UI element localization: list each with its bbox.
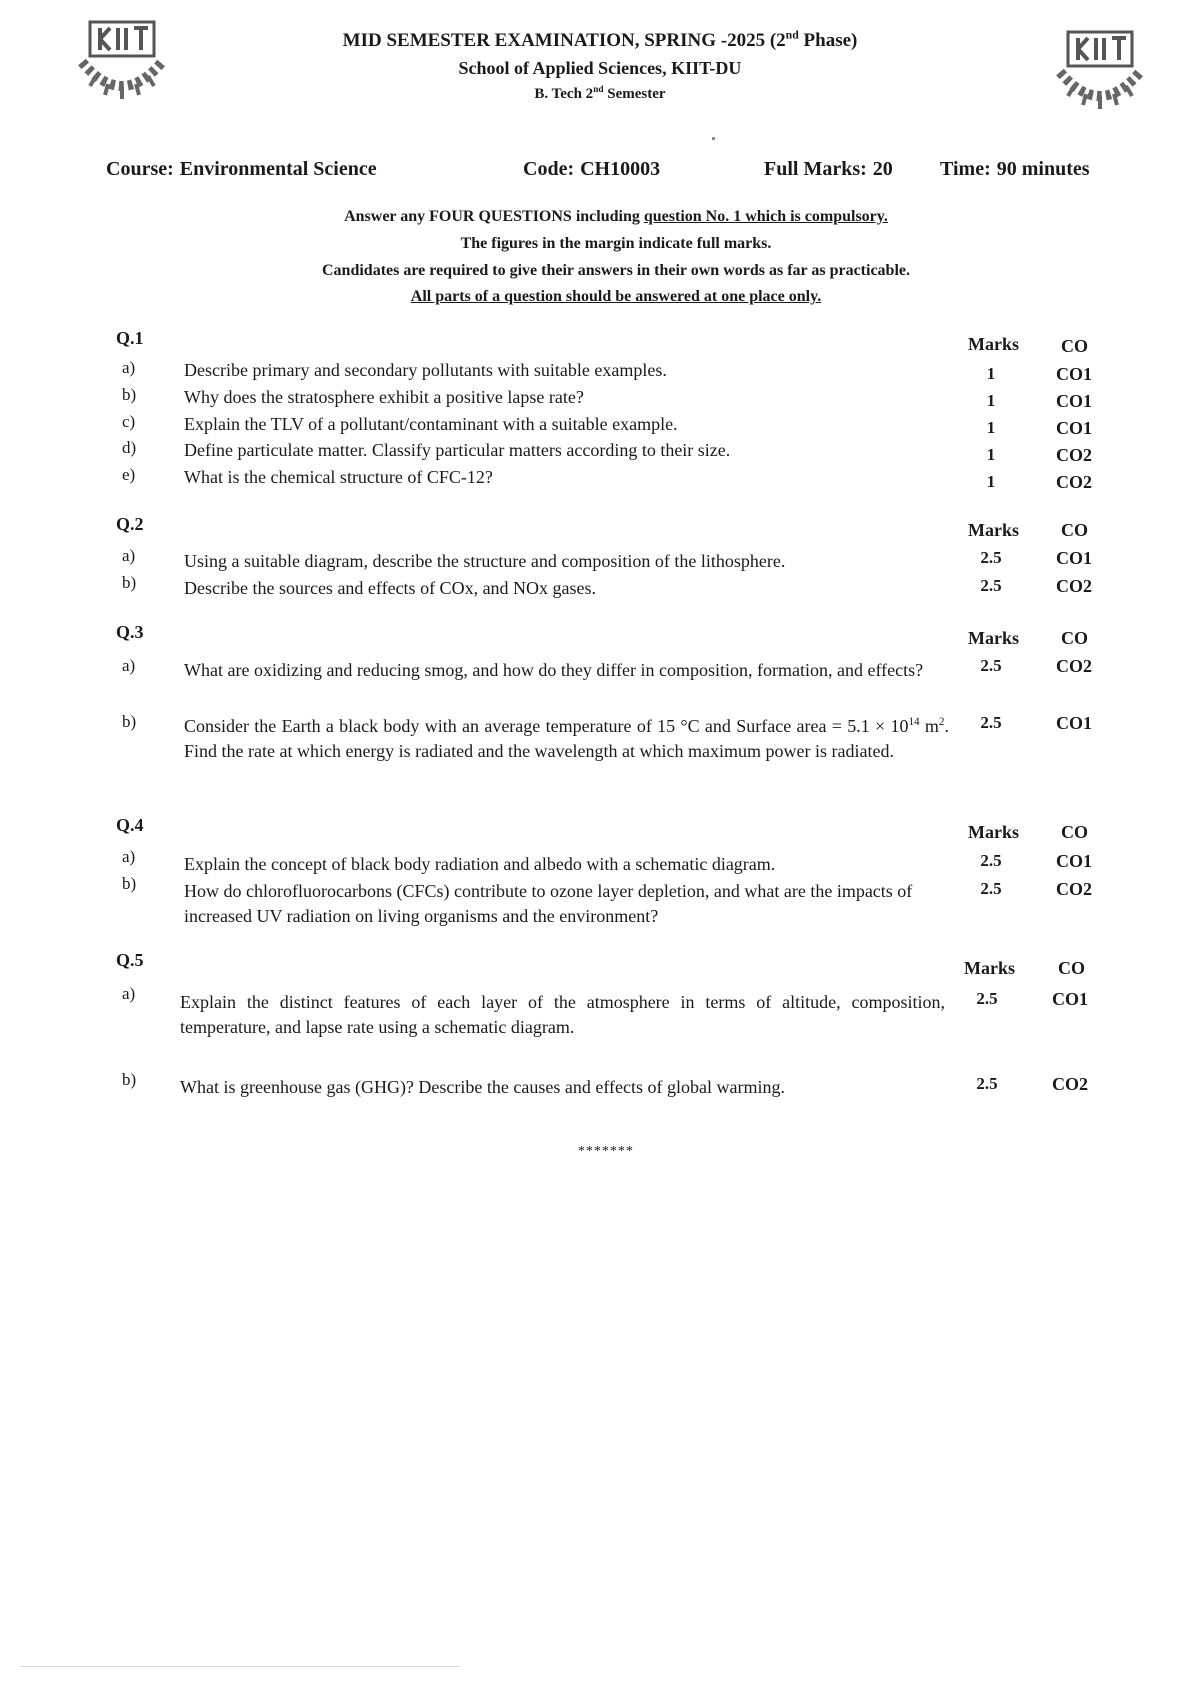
scan-speck — [712, 137, 715, 140]
question-text: Explain the distinct features of each layer of the atmosphere in terms of altitude, composition, temperature, and lapse rate using a schematic diagram. — [180, 992, 945, 1037]
part-label: a) — [122, 984, 136, 1003]
question-text: Consider the Earth a black body with an average temperature of 15 °C and Surface area = $5.1 \times 10^{14}$ $m^2$. Find the rate at which energy is radiated and the wavelength at which maximum power is radiated. — [184, 716, 949, 761]
part-marks: 1 — [986, 418, 996, 437]
question-text: Explain the concept of black body radiation and albedo with a schematic diagram. — [184, 854, 776, 874]
part-marks: 2.5 — [980, 576, 1002, 595]
course-outcome: CO2 — [1056, 445, 1092, 465]
question-number: Q.2 — [116, 514, 144, 534]
exam-time: Time: 90 minutes — [940, 158, 1090, 180]
part-label: c) — [122, 412, 136, 431]
question-number: Q.3 — [116, 622, 144, 642]
question-text: Describe primary and secondary pollutants with suitable examples. — [184, 360, 667, 380]
instruction-line-1: Answer any FOUR QUESTIONS including question No. 1 which is compulsory. — [344, 208, 888, 225]
part-marks: 2.5 — [980, 656, 1002, 675]
question-text: Why does the stratosphere exhibit a positive lapse rate? — [184, 387, 584, 407]
course-outcome: CO2 — [1056, 472, 1092, 492]
course-outcome: CO1 — [1056, 418, 1092, 438]
part-label: e) — [122, 465, 136, 484]
co-column-header: CO — [1061, 822, 1088, 842]
part-marks: 2.5 — [980, 548, 1002, 567]
exam-title: MID SEMESTER EXAMINATION, SPRING -2025 (2nd Phase) — [342, 28, 858, 51]
course-outcome: CO2 — [1052, 1074, 1088, 1094]
part-label: b) — [122, 573, 137, 592]
part-label: a) — [122, 656, 136, 675]
part-marks: 1 — [986, 391, 996, 410]
instruction-line-3: Candidates are required to give their answers in their own words as far as practicable. — [322, 262, 910, 279]
question-text: Using a suitable diagram, describe the structure and composition of the lithosphere. — [184, 551, 786, 571]
end-of-paper-mark: ******* — [578, 1144, 634, 1159]
marks-column-header: Marks — [964, 958, 1015, 978]
course-info: Course: Environmental Science — [106, 158, 377, 180]
course-outcome: CO1 — [1056, 851, 1092, 871]
course-outcome: CO2 — [1056, 656, 1092, 676]
question-text: Explain the TLV of a pollutant/contaminant with a suitable example. — [184, 414, 678, 434]
scan-edge-line — [20, 1666, 460, 1667]
part-label: d) — [122, 438, 137, 457]
course-code: Code: CH10003 — [523, 158, 661, 180]
course-outcome: CO1 — [1056, 391, 1092, 411]
question-text: What is greenhouse gas (GHG)? Describe the causes and effects of global warming. — [180, 1077, 785, 1097]
question-text: Describe the sources and effects of COx, and NOx gases. — [184, 578, 597, 598]
full-marks: Full Marks: 20 — [764, 158, 893, 180]
question-text: How do chlorofluorocarbons (CFCs) contribute to ozone layer depletion, and what are the impacts of increased UV radiation on living organisms and the environment? — [184, 881, 913, 926]
co-column-header: CO — [1061, 336, 1088, 356]
part-marks: 2.5 — [980, 879, 1002, 898]
part-marks: 2.5 — [980, 713, 1002, 732]
question-number: Q.1 — [116, 328, 144, 348]
question-text: What is the chemical structure of CFC-12? — [184, 467, 493, 487]
co-column-header: CO — [1058, 958, 1085, 978]
part-marks: 2.5 — [976, 989, 998, 1008]
question-number: Q.5 — [116, 950, 144, 970]
instruction-line-4: All parts of a question should be answered at one place only. — [410, 288, 822, 305]
course-outcome: CO1 — [1052, 989, 1088, 1009]
marks-column-header: Marks — [968, 520, 1019, 540]
part-marks: 2.5 — [980, 851, 1002, 870]
part-marks: 1 — [986, 364, 996, 383]
question-text: What are oxidizing and reducing smog, and how do they differ in composition, formation, and effects? — [184, 660, 924, 680]
part-label: b) — [122, 385, 137, 404]
part-marks: 1 — [986, 445, 996, 464]
instruction-line-2: The figures in the margin indicate full marks. — [460, 235, 772, 252]
part-label: b) — [122, 712, 137, 731]
part-label: b) — [122, 874, 137, 893]
part-marks: 1 — [986, 472, 996, 491]
part-label: a) — [122, 847, 136, 866]
marks-column-header: Marks — [968, 334, 1019, 354]
course-outcome: CO2 — [1056, 879, 1092, 899]
course-outcome: CO1 — [1056, 364, 1092, 384]
marks-column-header: Marks — [968, 628, 1019, 648]
question-text: Define particulate matter. Classify particular matters according to their size. — [184, 440, 731, 460]
co-column-header: CO — [1061, 520, 1088, 540]
course-outcome: CO2 — [1056, 576, 1092, 596]
question-number: Q.4 — [116, 815, 144, 835]
co-column-header: CO — [1061, 628, 1088, 648]
part-label: b) — [122, 1070, 137, 1089]
course-outcome: CO1 — [1056, 548, 1092, 568]
program-semester: B. Tech 2nd Semester — [534, 85, 666, 102]
course-outcome: CO1 — [1056, 713, 1092, 733]
part-label: a) — [122, 546, 136, 565]
marks-column-header: Marks — [968, 822, 1019, 842]
part-label: a) — [122, 358, 136, 377]
part-marks: 2.5 — [976, 1074, 998, 1093]
school-name: School of Applied Sciences, KIIT-DU — [458, 58, 742, 78]
